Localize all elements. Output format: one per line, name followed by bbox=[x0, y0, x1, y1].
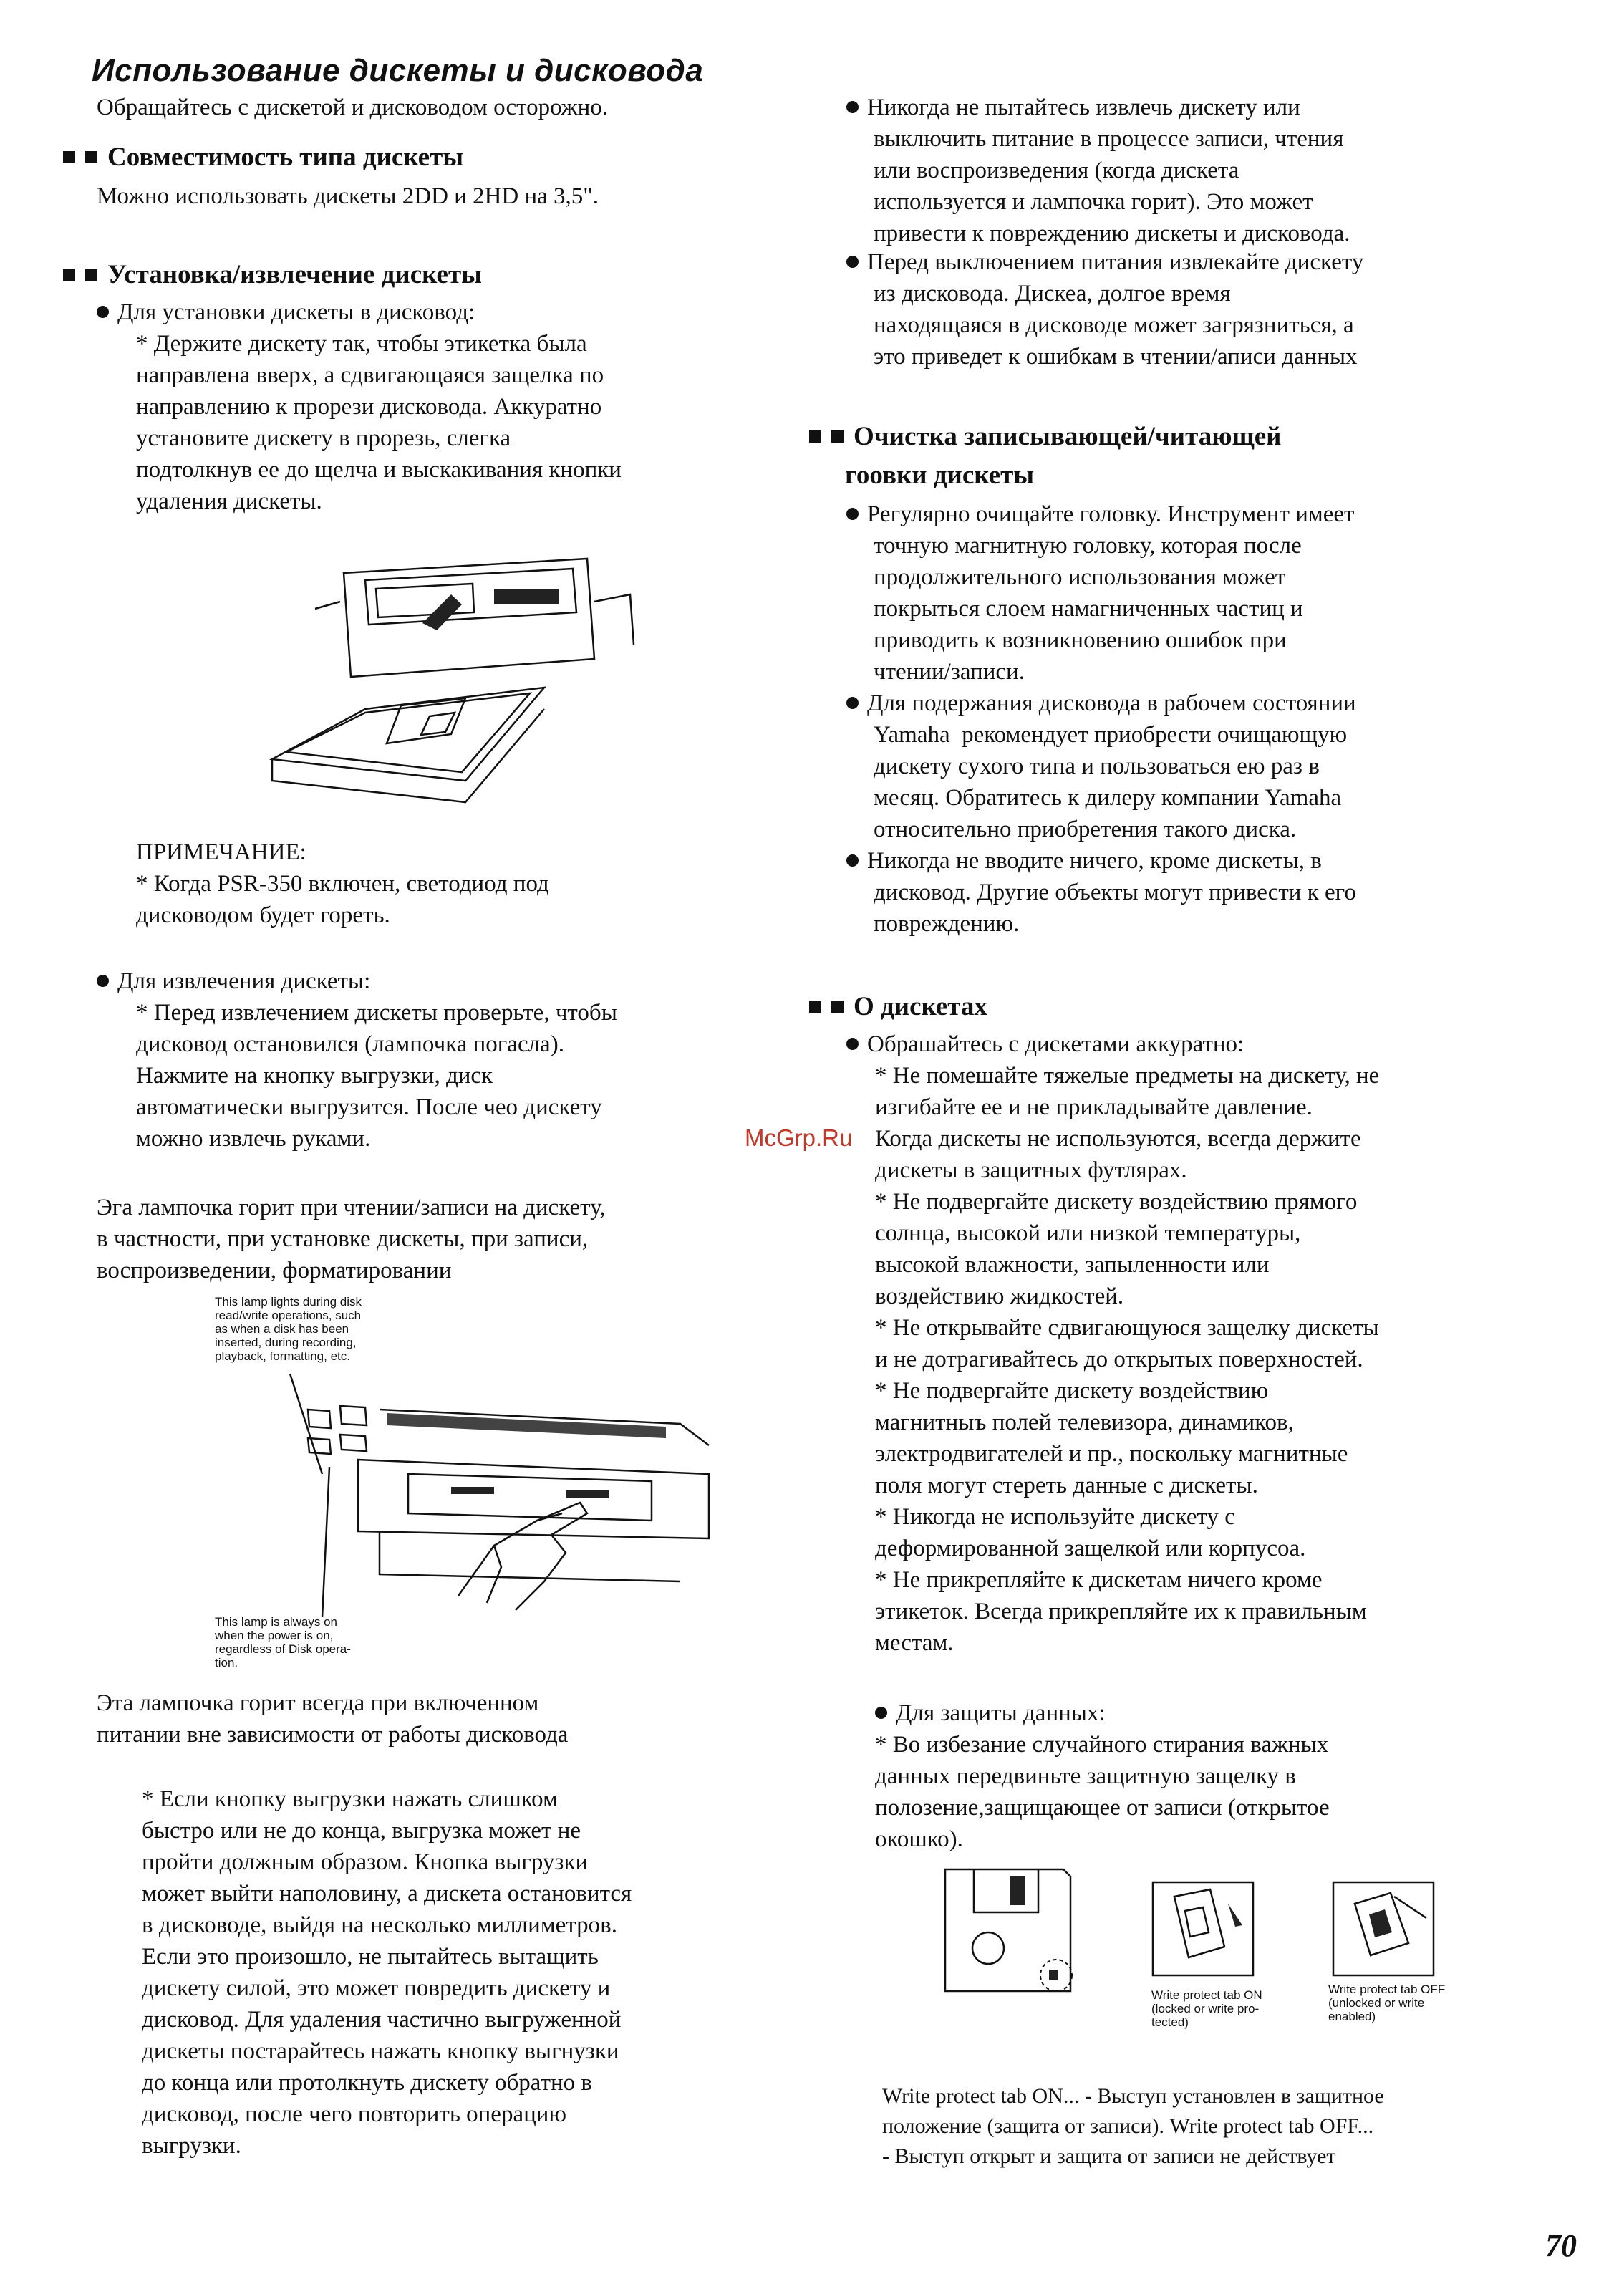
bullet-dot-icon bbox=[846, 508, 859, 520]
section-heading-about: О дискетах bbox=[809, 991, 987, 1022]
bullet-square-icon bbox=[831, 1001, 844, 1013]
right-bullet-1: Никогда не пытайтесь извлечь дискету или выключить питание в процессе записи, чтения или воспроизведения (когда дискета используется и лампочка горит). Это может привести к повреждению дискеты и дисковода. bbox=[846, 92, 1350, 249]
section-heading-install: Установка/извлечение дискеты bbox=[63, 259, 482, 290]
write-protect-off-caption: Write protect tab OFF (unlocked or write enabled) bbox=[1328, 1982, 1446, 2023]
eject-warning: * Если кнопку выгрузки нажать слишком быстро или не до конца, выгрузка может не пройти должным образом. Кнопка выгрузки может выйти наполовину, а дискета остановится в дисководе, выйдя на несколько миллиметров. Если это произошло, не пытайтесь вытащить дискету силой, это может повредить дискету и дисковод. Для удаления частично выгруженной дискеты постарайтесь нажать кнопку выгнузки до конца или протолкнуть дискету обратно в дисковод, после чего повторить операцию выгрузки. bbox=[142, 1786, 632, 2159]
write-protect-on-illustration bbox=[1146, 1875, 1260, 1982]
install-bullet: Для установки дискеты в дисковод: bbox=[97, 297, 475, 328]
protect-bullet: Для защиты данных: bbox=[875, 1697, 1106, 1729]
section-heading-cleaning: Очистка записывающей/читающей bbox=[809, 421, 1281, 452]
bullet-square-icon bbox=[63, 269, 75, 281]
section-heading-cleaning-line2: гоовки дискеты bbox=[845, 461, 1035, 490]
eject-instructions: * Перед извлечением дискеты проверьте, чтобы дисковод остановился (лампочка погасла). Нажмите на кнопку выгрузки, диск автоматически выгрузится. После чео дискету можно извлечь руками. bbox=[136, 1000, 617, 1152]
note-text: * Когда PSR-350 включен, светодиод под дисководом будет гореть. bbox=[136, 871, 549, 928]
cleaning-bullet-1: Регулярно очищайте головку. Инструмент имеет точную магнитную головку, которая после продолжительного использования может покрыться слоем намагниченных частиц и приводить к возникновению ошибок при чтении/записи. bbox=[846, 498, 1354, 688]
drive-lamp-illustration bbox=[279, 1367, 723, 1632]
section-heading-compat: Совместимость типа дискеты bbox=[63, 142, 463, 173]
right-bullet-2: Перед выключением питания извлекайте дискету из дисковода. Дискеа, долгое время находящаяся в дисководе может загрязниться, а это приведет к ошибкам в чтении/аписи данных bbox=[846, 246, 1363, 372]
eject-bullet: Для извлечения дискеты: bbox=[97, 965, 370, 997]
bullet-square-icon bbox=[809, 1001, 821, 1013]
bullet-dot-icon bbox=[846, 1038, 859, 1050]
page-number: 70 bbox=[1545, 2228, 1577, 2263]
cleaning-bullet-2: Для подержания дисковода в рабочем состоянии Yamaha рекомендует приобрести очищающую дискету сухого типа и пользоваться ею раз в месяц. Обратитесь к дилеру компании Yamaha относительно приобретения такого диска. bbox=[846, 688, 1356, 845]
write-protect-explanation: Write protect tab ON... - Выступ установлен в защитное положение (защита от записи). Write protect tab OFF... - Выступ открыт и защита от записи не действует bbox=[882, 2084, 1384, 2168]
bullet-square-icon bbox=[831, 430, 844, 443]
about-instructions: * Не помешайте тяжелые предметы на дискету, не изгибайте ее и не прикладывайте давление. Когда дискеты не используются, всегда держите дискеты в защитных футлярах. * Не подвергайте дискету воздействию прямого солнца, высокой или низкой температуры, высокой влажности, запыленности или воздействию жидкостей. * Не открывайте сдвигающуюся защелку дискеты и не дотрагивайтесь до открытых поверхностей. * Не подвергайте дискету воздействию магнитныъ полей телевизора, динамиков, электродвигателей и пр., поскольку магнитные поля могут стереть данные с дискеты. * Никогда не используйте дискету с деформированной защелкой или корпусоа. * Не прикрепляйте к дискетам ничего кроме этикеток. Всегда прикрепляйте их к правильным местам. bbox=[875, 1063, 1380, 1656]
bullet-dot-icon bbox=[846, 101, 859, 113]
disk-insert-illustration bbox=[258, 544, 659, 809]
lamp-description: Эга лампочка горит при чтении/записи на дискету, в частности, при установке дискеты, при записи, воспроизведении, форматировании bbox=[97, 1195, 606, 1283]
bullet-square-icon bbox=[63, 151, 75, 163]
figure-caption-top: This lamp lights during disk read/write operations, such as when a disk has been inserted, during recording, playback, formatting, etc. bbox=[215, 1295, 362, 1363]
cleaning-bullet-3: Никогда не вводите ничего, кроме дискеты, в дисковод. Другие объекты могут привести к его повреждению. bbox=[846, 845, 1356, 940]
compat-text: Можно использовать дискеты 2DD и 2HD на 3,5". bbox=[97, 183, 599, 209]
bullet-dot-icon bbox=[875, 1707, 887, 1719]
watermark: McGrp.Ru bbox=[745, 1124, 853, 1151]
intro-text: Обращайтесь с дискетой и дисководом осторожно. bbox=[97, 95, 608, 120]
always-on-description: Эта лампочка горит всегда при включенном питании вне зависимости от работы дисковода bbox=[97, 1690, 569, 1748]
bullet-square-icon bbox=[85, 151, 97, 163]
bullet-dot-icon bbox=[846, 854, 859, 867]
bullet-square-icon bbox=[85, 269, 97, 281]
bullet-dot-icon bbox=[97, 306, 109, 318]
protect-instructions: * Во избезание случайного стирания важных данных передвиньте защитную защелку в полозение,защищающее от записи (открытое окошко). bbox=[875, 1732, 1330, 1852]
bullet-dot-icon bbox=[97, 975, 109, 987]
note-label: ПРИМЕЧАНИЕ: bbox=[136, 839, 306, 865]
write-protect-on-caption: Write protect tab ON (locked or write pro- tected) bbox=[1151, 1988, 1262, 2029]
bullet-dot-icon bbox=[846, 256, 859, 268]
diskette-back-illustration bbox=[938, 1862, 1081, 1998]
about-bullet: Обрашайтесь с дискетами аккуратно: bbox=[846, 1028, 1244, 1060]
write-protect-off-illustration bbox=[1326, 1875, 1441, 1982]
page-title: Использование дискеты и дисковода bbox=[92, 53, 704, 88]
install-instructions: * Держите дискету так, чтобы этикетка была направлена вверх, а сдвигающаяся защелка по направлению к прорези дисковода. Аккуратно установите дискету в прорезь, слегка подтолкнув ее до щелча и выскакивания кнопки удаления дискеты. bbox=[136, 331, 622, 514]
figure-caption-bottom: This lamp is always on when the power is on, regardless of Disk opera- tion. bbox=[215, 1615, 351, 1670]
bullet-dot-icon bbox=[846, 697, 859, 709]
bullet-square-icon bbox=[809, 430, 821, 443]
